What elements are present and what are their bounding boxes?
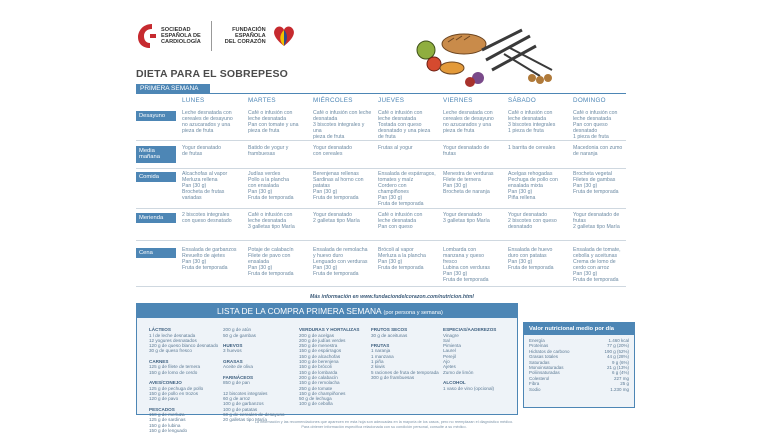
meal-label: Merienda bbox=[136, 213, 176, 223]
meal-label: Desayuno bbox=[136, 111, 176, 121]
week-label: PRIMERA SEMANA bbox=[136, 84, 210, 94]
shop-heading: FARINÁCEOS bbox=[223, 374, 254, 380]
menu-cell: Yogur desnatado 2 biscotes con queso desnatado bbox=[508, 212, 557, 230]
row-divider bbox=[136, 208, 626, 209]
shop-heading: PESCADOS bbox=[149, 406, 175, 412]
menu-cell: Yogur desnatado de frutas 2 galletas tipo María bbox=[573, 212, 620, 230]
shop-items: 1 vaso de vino (opcional) bbox=[443, 385, 495, 391]
menu-cell: Leche desnatada con cereales de desayuno no azucarados y una pieza de fruta bbox=[182, 110, 233, 134]
food-illustration bbox=[412, 20, 562, 90]
shop-items: Vinagre Sal Pimienta Laurel Perejil Ajo Ajetes Zumo de limón bbox=[443, 332, 474, 375]
nutrition-value: 227 mg bbox=[613, 375, 629, 381]
logo-bar bbox=[138, 18, 438, 54]
nutrition-key: Saturadas bbox=[529, 359, 550, 365]
nutrition-key: Monoinsaturadas bbox=[529, 365, 564, 371]
menu-cell: Café o infusión con leche desnatada Pan con queso bbox=[378, 212, 423, 230]
nutrition-value: 1.460 kcal bbox=[608, 338, 629, 343]
shopping-list-header bbox=[137, 304, 517, 318]
meal-label: Cena bbox=[136, 248, 176, 258]
shop-heading: ALCOHOL bbox=[443, 380, 466, 386]
sec-logo-text: SOCIEDAD ESPAÑOLA DE CARDIOLOGÍA bbox=[161, 26, 201, 46]
menu-cell: Brócoli al vapor Merluza a la plancha Pan (30 g) Fruta de temporada bbox=[378, 247, 426, 271]
week-divider bbox=[136, 93, 626, 94]
nutrition-key: Proteínas bbox=[529, 343, 549, 349]
shop-heading: LÁCTEOS bbox=[149, 327, 171, 333]
menu-cell: Ensalada de espárragos, tomates y maíz Cordero con champiñones Pan (30 g) Fruta de temporada bbox=[378, 171, 436, 207]
shop-items: 125 g de pechuga de pollo 150 g de pollo en trozos 120 g de pavo bbox=[149, 385, 204, 402]
shop-items: 12 biscotes integrales 60 g de arroz 100 g de garbanzos 100 g de patatas 60 g de cereales de desayuno 20 galletas tipo María bbox=[223, 390, 285, 423]
menu-cell: Café o infusión con leche desnatada 3 biscotes integrales y una pieza de fruta bbox=[313, 110, 372, 140]
shop-items: 200 g de acelgas 200 g de judías verdes 250 g de menestra 150 g de espárragos 150 g de alcachofas 100 g de berenjena 150 g de brócoli 150 g de lombarda 200 g de calabacín 150 g de remolacha 250 g de tomate 150 g de champiñones 50 g de lechuga 100 g de cebolla bbox=[299, 332, 346, 407]
menu-cell: Leche desnatada con cereales de desayuno no azucarados y una pieza de fruta bbox=[443, 110, 494, 134]
fec-logo bbox=[270, 22, 298, 50]
page-title: DIETA PARA EL SOBREPESO bbox=[136, 68, 289, 80]
menu-cell: Judías verdes Pollo a la plancha con ensalada Pan (30 g) Fruta de temporada bbox=[248, 171, 294, 201]
menu-cell: Lombarda con manzana y queso fresco Lubina con verduras Pan (30 g) Fruta de temporada bbox=[443, 247, 491, 283]
shopping-col-2 bbox=[223, 322, 309, 428]
nutrition-value: 6 g (4%) bbox=[611, 370, 629, 376]
menu-cell: Ensalada de garbanzos Revuelto de ajetes Pan (30 g) Fruta de temporada bbox=[182, 247, 237, 271]
menu-cell: Yogur desnatado 2 galletas tipo María bbox=[313, 212, 360, 224]
day-header: MIÉRCOLES bbox=[313, 97, 353, 104]
shop-heading: FRUTAS bbox=[371, 343, 390, 349]
menu-cell: 2 biscotes integrales con queso desnatado bbox=[182, 212, 232, 224]
menu-cell: Acelgas rehogadas Pechuga de pollo con ensalada mixta Pan (30 g) Piña rellena bbox=[508, 171, 558, 201]
menu-cell: Batido de yogur y frambuesas bbox=[248, 145, 289, 157]
menu-cell: Yogur desnatado con cereales bbox=[313, 145, 353, 157]
menu-cell: Berenjenas rellenas Sardinas al horno con patatas Pan (30 g) Fruta de temporada bbox=[313, 171, 364, 201]
row-divider bbox=[136, 140, 626, 141]
menu-cell: Café o infusión con leche desnatada Tostada con queso desnatado y una pieza de fruta bbox=[378, 110, 431, 140]
shop-items: 1 naranja 1 manzana 1 piña 2 kiwis 5 raciones de fruta de temporada 300 g de frambuesas bbox=[371, 348, 439, 380]
logo-divider bbox=[211, 21, 212, 51]
shopping-list-title: LISTA DE LA COMPRA PRIMERA SEMANA bbox=[217, 306, 382, 316]
fec-logo-text: FUNDACIÓN ESPAÑOLA DEL CORAZÓN bbox=[224, 26, 266, 46]
shop-heading: ESPECIAS/AADEREZOS bbox=[443, 327, 497, 333]
menu-cell: Menestra de verduras Filete de ternera Pan (30 g) Brocheta de naranja bbox=[443, 171, 494, 195]
shop-heading: CARNES bbox=[149, 359, 169, 365]
nutrition-value: 190 g (52%) bbox=[604, 348, 629, 354]
nutrition-rows bbox=[524, 335, 634, 392]
shop-heading: AVES/CONEJO bbox=[149, 380, 182, 386]
more-info-link[interactable]: Más información en www.fundaciondelcorazon.com/nutricion.html bbox=[310, 294, 474, 300]
shop-items: Aceite de oliva bbox=[223, 364, 253, 370]
nutrition-value: 9 g (6%) bbox=[611, 359, 629, 365]
nutrition-key: Sodio bbox=[529, 386, 541, 392]
menu-cell: Café o infusión con leche desnatada 3 galletas tipo María bbox=[248, 212, 295, 230]
meal-label: Media mañana bbox=[136, 146, 176, 163]
meal-label: Comida bbox=[136, 172, 176, 182]
nutrition-value: 1.230 mg bbox=[610, 386, 629, 392]
nutrition-row bbox=[524, 387, 634, 392]
shop-heading: FRUTOS SECOS bbox=[371, 327, 408, 333]
menu-cell: 1 barrita de cereales bbox=[508, 145, 556, 151]
day-headers bbox=[0, 97, 768, 107]
menu-cell: Café o infusión con leche desnatada Pan con queso desnatado 1 pieza de fruta bbox=[573, 110, 618, 140]
row-divider bbox=[136, 286, 626, 287]
shop-items: 3 huevos bbox=[223, 348, 242, 354]
menu-cell: Alcachofas al vapor Merluza rellena Pan (30 g) Brocheta de frutas variadas bbox=[182, 171, 228, 201]
shopping-col-4 bbox=[443, 322, 517, 396]
day-header: SÁBADO bbox=[508, 97, 537, 104]
shop-heading: HUEVOS bbox=[223, 343, 243, 349]
shop-items: 1 l de leche desnatada 12 yogures desnatados 120 g de queso blanco desnatado 30 g de queso fresco bbox=[149, 332, 219, 354]
menu-cell: Ensalada de remolacha y huevo duro Lenguado con verduras Pan (30 g) Fruta de temporada bbox=[313, 247, 368, 277]
shop-heading: VERDURAS Y HORTALIZAS bbox=[299, 327, 360, 333]
day-header: LUNES bbox=[182, 97, 205, 104]
shopping-list-subtitle: (por persona y semana) bbox=[383, 310, 443, 316]
nutrition-key: Grasas totales bbox=[529, 354, 559, 360]
nutrition-value: 77 g (20%) bbox=[606, 343, 629, 349]
nutrition-key: Colesterol bbox=[529, 375, 550, 381]
nutrition-value: 25 g bbox=[620, 381, 629, 387]
nutrition-title: Valor nutricional medio por día bbox=[524, 323, 634, 335]
sec-logo bbox=[138, 22, 158, 50]
shop-heading: GRASAS bbox=[223, 359, 243, 365]
menu-cell: Brocheta vegetal Filetes de gambas Pan (30 g) Fruta de temporada bbox=[573, 171, 619, 195]
nutrition-key: Fibra bbox=[529, 381, 540, 387]
menu-cell: Café o infusión con leche desnatada 3 biscotes integrales 1 pieza de fruta bbox=[508, 110, 556, 134]
day-header: VIERNES bbox=[443, 97, 473, 104]
menu-cell: Macedonia con zumo de naranja bbox=[573, 145, 623, 157]
menu-cell: Potaje de calabacín Filete de pavo con ensalada Pan (30 g) Fruta de temporada bbox=[248, 247, 294, 277]
nutrition-value: 44 g (28%) bbox=[606, 354, 629, 360]
day-header: JUEVES bbox=[378, 97, 405, 104]
nutrition-panel bbox=[523, 322, 635, 408]
row-divider bbox=[136, 168, 626, 169]
nutrition-key: Hidratos de carbono bbox=[529, 348, 570, 354]
shop-items: 200 g de atún 50 g de gambas bbox=[223, 327, 256, 338]
nutrition-key: Energía bbox=[529, 338, 545, 343]
footer-disclaimer: La información y las recomendaciones que aparecen en esta hoja son adecuadas en la mayoría de los casos, pero no reemplazan el diagnóstico médico. bbox=[254, 420, 514, 424]
nutrition-value: 21 g (13%) bbox=[606, 365, 629, 371]
row-divider bbox=[136, 240, 626, 241]
footer-disclaimer-2: Para obtener información específica relacionada con su condición personal, consulte a su médico. bbox=[301, 425, 467, 429]
shop-items: 125 g de filete de ternera 150 g de lomo de cerdo bbox=[149, 364, 201, 375]
menu-cell: Yogur desnatado de frutas bbox=[443, 145, 490, 157]
shop-items: 150 g de merluza 125 g de sardinas 150 g de lubina 150 g de lenguado bbox=[149, 412, 188, 433]
shop-items: 30 g de aceitunas bbox=[371, 332, 408, 338]
menu-cell: Frutas al yogur bbox=[378, 145, 413, 151]
shopping-col-3b bbox=[371, 322, 445, 386]
menu-cell: Café o infusión con leche desnatada Pan con tomate y una pieza de fruta bbox=[248, 110, 299, 134]
menu-cell: Ensalada de huevo duro con patatas Pan (30 g) Fruta de temporada bbox=[508, 247, 554, 271]
shop-items: 850 g de pan bbox=[223, 380, 250, 386]
day-header: DOMINGO bbox=[573, 97, 606, 104]
menu-cell: Yogur desnatado de frutas bbox=[182, 145, 222, 157]
menu-cell: Yogur desnatado 3 galletas tipo María bbox=[443, 212, 490, 224]
day-header: MARTES bbox=[248, 97, 276, 104]
menu-cell: Ensalada de tomate, cebolla y aceitunas Crema de lomo de cerdo con arroz Pan (30 g) Fruta de temporada bbox=[573, 247, 621, 283]
nutrition-key: Poliinsaturadas bbox=[529, 370, 560, 376]
